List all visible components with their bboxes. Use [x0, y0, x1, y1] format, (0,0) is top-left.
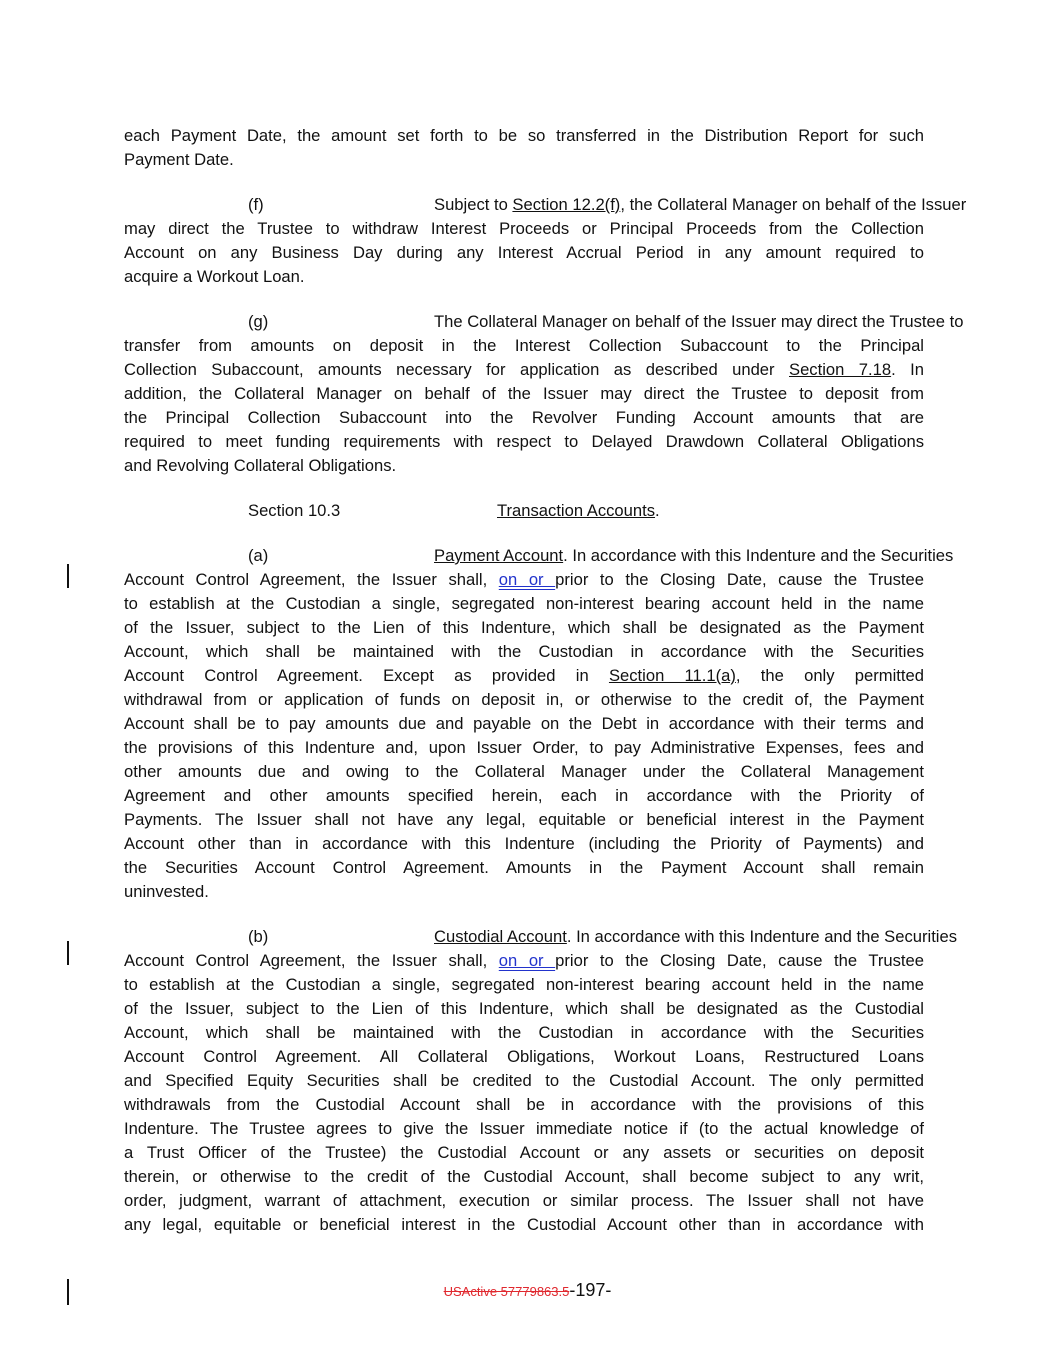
text-run: Account Control Agreement. Except as provided in: [124, 666, 609, 685]
text-line: [124, 454, 924, 478]
text-run: prior to the Closing Date, cause the Trustee: [555, 951, 924, 970]
text-line: [124, 310, 964, 334]
text-run: Account, which shall be maintained with the Custodian in accordance with the Securities: [124, 1023, 924, 1042]
text-line: [124, 808, 924, 832]
text-run: each Payment Date, the amount set forth to be so transferred in the Distribution Report for such: [124, 126, 924, 145]
text-run: the Securities Account Control Agreement. Amounts in the Payment Account shall remain: [124, 858, 924, 877]
text-run: Payments. The Issuer shall not have any legal, equitable or beneficial interest in the Payment: [124, 810, 924, 829]
text-run: of the Issuer, subject to the Lien of this Indenture, which shall be designated as the Custodial: [124, 999, 924, 1018]
subsection-label: (a): [248, 546, 269, 565]
text-run: Account shall be to pay amounts due and payable on the Debt in accordance with their terms and: [124, 714, 924, 733]
text-line: [124, 1213, 924, 1237]
text-run: Indenture. The Trustee agrees to give the Issuer immediate notice if (to the actual knowledge of: [124, 1119, 924, 1138]
text-line: [124, 925, 958, 949]
text-run: other amounts due and owing to the Collateral Manager under the Collateral Management: [124, 762, 924, 781]
text-run: Account Control Agreement, the Issuer shall,: [124, 951, 499, 970]
change-bar: [67, 564, 69, 588]
text-line: [124, 1165, 924, 1189]
text-line: [124, 1021, 924, 1045]
inserted-text: on or: [498, 951, 556, 970]
text-line: [124, 265, 924, 289]
text-line: [124, 712, 924, 736]
text-line: [124, 241, 924, 265]
text-line: [124, 784, 924, 808]
text-line: [124, 880, 924, 904]
text-line: [124, 949, 924, 973]
text-line: [124, 664, 924, 688]
text-run: the Principal Collection Subaccount into the Revolver Funding Account amounts that are: [124, 408, 924, 427]
text-run: .: [655, 501, 660, 520]
text-run: The Collateral Manager on behalf of the Issuer may direct the Trustee to: [434, 312, 964, 331]
text-run: and Specified Equity Securities shall be credited to the Custodial Account. The only permitted: [124, 1071, 924, 1090]
text-run: . In: [891, 360, 924, 379]
text-run: . In accordance with this Indenture and the Securities: [563, 546, 954, 565]
text-line: [124, 973, 924, 997]
text-line: [124, 832, 924, 856]
text-line: [124, 544, 954, 568]
text-line: [124, 193, 967, 217]
text-line: [124, 334, 924, 358]
paragraph: [124, 310, 964, 478]
text-run: to establish at the Custodian a single, segregated non-interest bearing account held in the name: [124, 594, 924, 613]
text-line: [124, 382, 924, 406]
text-line: [124, 358, 924, 382]
section-number: Section 10.3: [248, 501, 341, 520]
text-run: prior to the Closing Date, cause the Trustee: [555, 570, 924, 589]
paragraph: [124, 124, 924, 172]
text-run: the provisions of this Indenture and, upon Issuer Order, to pay Administrative Expenses, fees and: [124, 738, 924, 757]
text-line: [124, 430, 924, 454]
paragraph: [124, 193, 967, 289]
subsection-label: (b): [248, 927, 269, 946]
document-body: [124, 124, 967, 1258]
page-number: -197-: [569, 1280, 612, 1300]
text-run: Payment Date.: [124, 150, 234, 169]
text-run: Account, which shall be maintained with the Custodian in accordance with the Securities: [124, 642, 924, 661]
paragraph: [124, 925, 958, 1237]
text-line: [124, 1141, 924, 1165]
text-run: , the only permitted: [735, 666, 924, 685]
text-run: Account Control Agreement. All Collateral Obligations, Workout Loans, Restructured Loans: [124, 1047, 924, 1066]
subsection-label: (f): [248, 195, 264, 214]
text-line: [124, 406, 924, 430]
text-line: [124, 856, 924, 880]
cross-reference[interactable]: Section 12.2(f): [512, 195, 621, 214]
text-line: [124, 1069, 924, 1093]
text-line: [124, 1117, 924, 1141]
text-run: may direct the Trustee to withdraw Interest Proceeds or Principal Proceeds from the Collection: [124, 219, 924, 238]
text-run: Collection Subaccount, amounts necessary for application as described under: [124, 360, 789, 379]
paragraph: [124, 499, 924, 523]
text-line: [124, 616, 924, 640]
text-run: uninvested.: [124, 882, 209, 901]
text-line: [124, 217, 924, 241]
cross-reference[interactable]: Custodial Account: [434, 927, 567, 946]
paragraph: [124, 544, 954, 904]
text-run: Subject to: [434, 195, 513, 214]
text-run: Account on any Business Day during any Interest Accrual Period in any amount required to: [124, 243, 924, 262]
text-line: [124, 592, 924, 616]
document-id-deleted: USActive 57779863.5: [443, 1284, 570, 1299]
text-run: withdrawal from or application of funds on deposit in, or otherwise to the credit of, the Payment: [124, 690, 924, 709]
text-run: withdrawals from the Custodial Account shall be in accordance with the provisions of this: [124, 1095, 924, 1114]
inserted-text: on or: [498, 570, 556, 589]
text-run: transfer from amounts on deposit in the Interest Collection Subaccount to the Principal: [124, 336, 924, 355]
text-line: [124, 1189, 924, 1213]
text-run: acquire a Workout Loan.: [124, 267, 305, 286]
text-line: [124, 1045, 924, 1069]
change-bar: [67, 941, 69, 965]
text-run: required to meet funding requirements with respect to Delayed Drawdown Collateral Obligations: [124, 432, 924, 451]
page-footer: [0, 1280, 1055, 1301]
subsection-label: (g): [248, 312, 269, 331]
text-line: [124, 997, 924, 1021]
text-line: [124, 640, 924, 664]
text-run: . In accordance with this Indenture and the Securities: [566, 927, 958, 946]
text-run: , the Collateral Manager on behalf of the Issuer: [620, 195, 967, 214]
text-run: a Trust Officer of the Trustee) the Custodial Account or any assets or securities on deposit: [124, 1143, 924, 1162]
cross-reference[interactable]: Section 11.1(a): [608, 666, 736, 685]
text-run: to establish at the Custodian a single, segregated non-interest bearing account held in the name: [124, 975, 924, 994]
text-run: addition, the Collateral Manager on behalf of the Issuer may direct the Trustee to deposit from: [124, 384, 924, 403]
text-line: [124, 499, 924, 523]
text-line: [124, 760, 924, 784]
text-run: order, judgment, warrant of attachment, execution or similar process. The Issuer shall not have: [124, 1191, 924, 1210]
text-run: Agreement and other amounts specified herein, each in accordance with the Priority of: [124, 786, 924, 805]
text-run: therein, or otherwise to the credit of the Custodial Account, shall become subject to any writ,: [124, 1167, 924, 1186]
text-run: Account other than in accordance with this Indenture (including the Priority of Payments) and: [124, 834, 924, 853]
text-line: [124, 568, 924, 592]
cross-reference[interactable]: Payment Account: [434, 546, 564, 565]
text-run: of the Issuer, subject to the Lien of this Indenture, which shall be designated as the Payment: [124, 618, 924, 637]
text-run: any legal, equitable or beneficial interest in the Custodial Account other than in accordance with: [124, 1215, 924, 1234]
text-line: [124, 148, 924, 172]
text-run: and Revolving Collateral Obligations.: [124, 456, 397, 475]
text-line: [124, 736, 924, 760]
text-run: Account Control Agreement, the Issuer shall,: [124, 570, 499, 589]
cross-reference[interactable]: Section 7.18: [789, 360, 892, 379]
text-line: [124, 688, 924, 712]
text-line: [124, 124, 924, 148]
text-line: [124, 1093, 924, 1117]
cross-reference[interactable]: Transaction Accounts: [497, 501, 656, 520]
